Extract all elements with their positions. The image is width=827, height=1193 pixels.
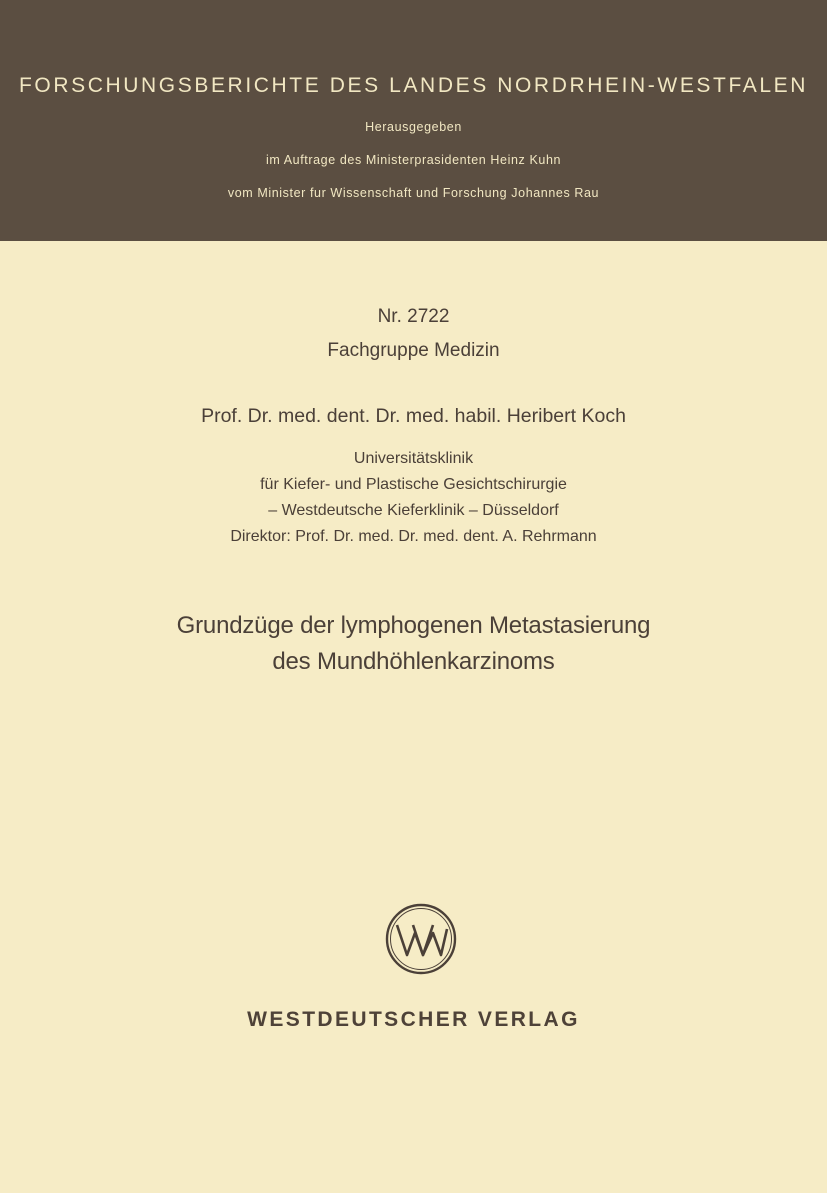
- subject-group: Fachgruppe Medizin: [327, 340, 500, 361]
- editor-line-3: vom Minister fur Wissenschaft und Forschung Johannes Rau: [227, 186, 600, 200]
- header-band: [0, 0, 827, 241]
- publisher-name: WESTDEUTSCHER VERLAG: [247, 1008, 580, 1031]
- book-title-line-1: Grundzüge der lymphogenen Metastasierung: [176, 612, 651, 639]
- affiliation-line-2: für Kiefer- und Plastische Gesichtschirurgie: [260, 476, 567, 493]
- series-title: FORSCHUNGSBERICHTE DES LANDES NORDRHEIN-WESTFALEN: [19, 74, 808, 97]
- affiliation-line-3: – Westdeutsche Kieferklinik – Düsseldorf: [268, 502, 559, 519]
- book-title-line-2: des Mundhöhlenkarzinoms: [272, 648, 555, 675]
- editor-line-1: Herausgegeben: [365, 120, 462, 134]
- affiliation-line-4: Direktor: Prof. Dr. med. Dr. med. dent. A. Rehrmann: [230, 528, 597, 545]
- affiliation-line-1: Universitätsklinik: [353, 450, 474, 467]
- editor-line-2: im Auftrage des Ministerprasidenten Heinz Kuhn: [265, 153, 562, 167]
- report-number: Nr. 2722: [377, 306, 450, 327]
- author: Prof. Dr. med. dent. Dr. med. habil. Heribert Koch: [201, 405, 626, 427]
- wv-monogram-logo-icon: [385, 903, 457, 975]
